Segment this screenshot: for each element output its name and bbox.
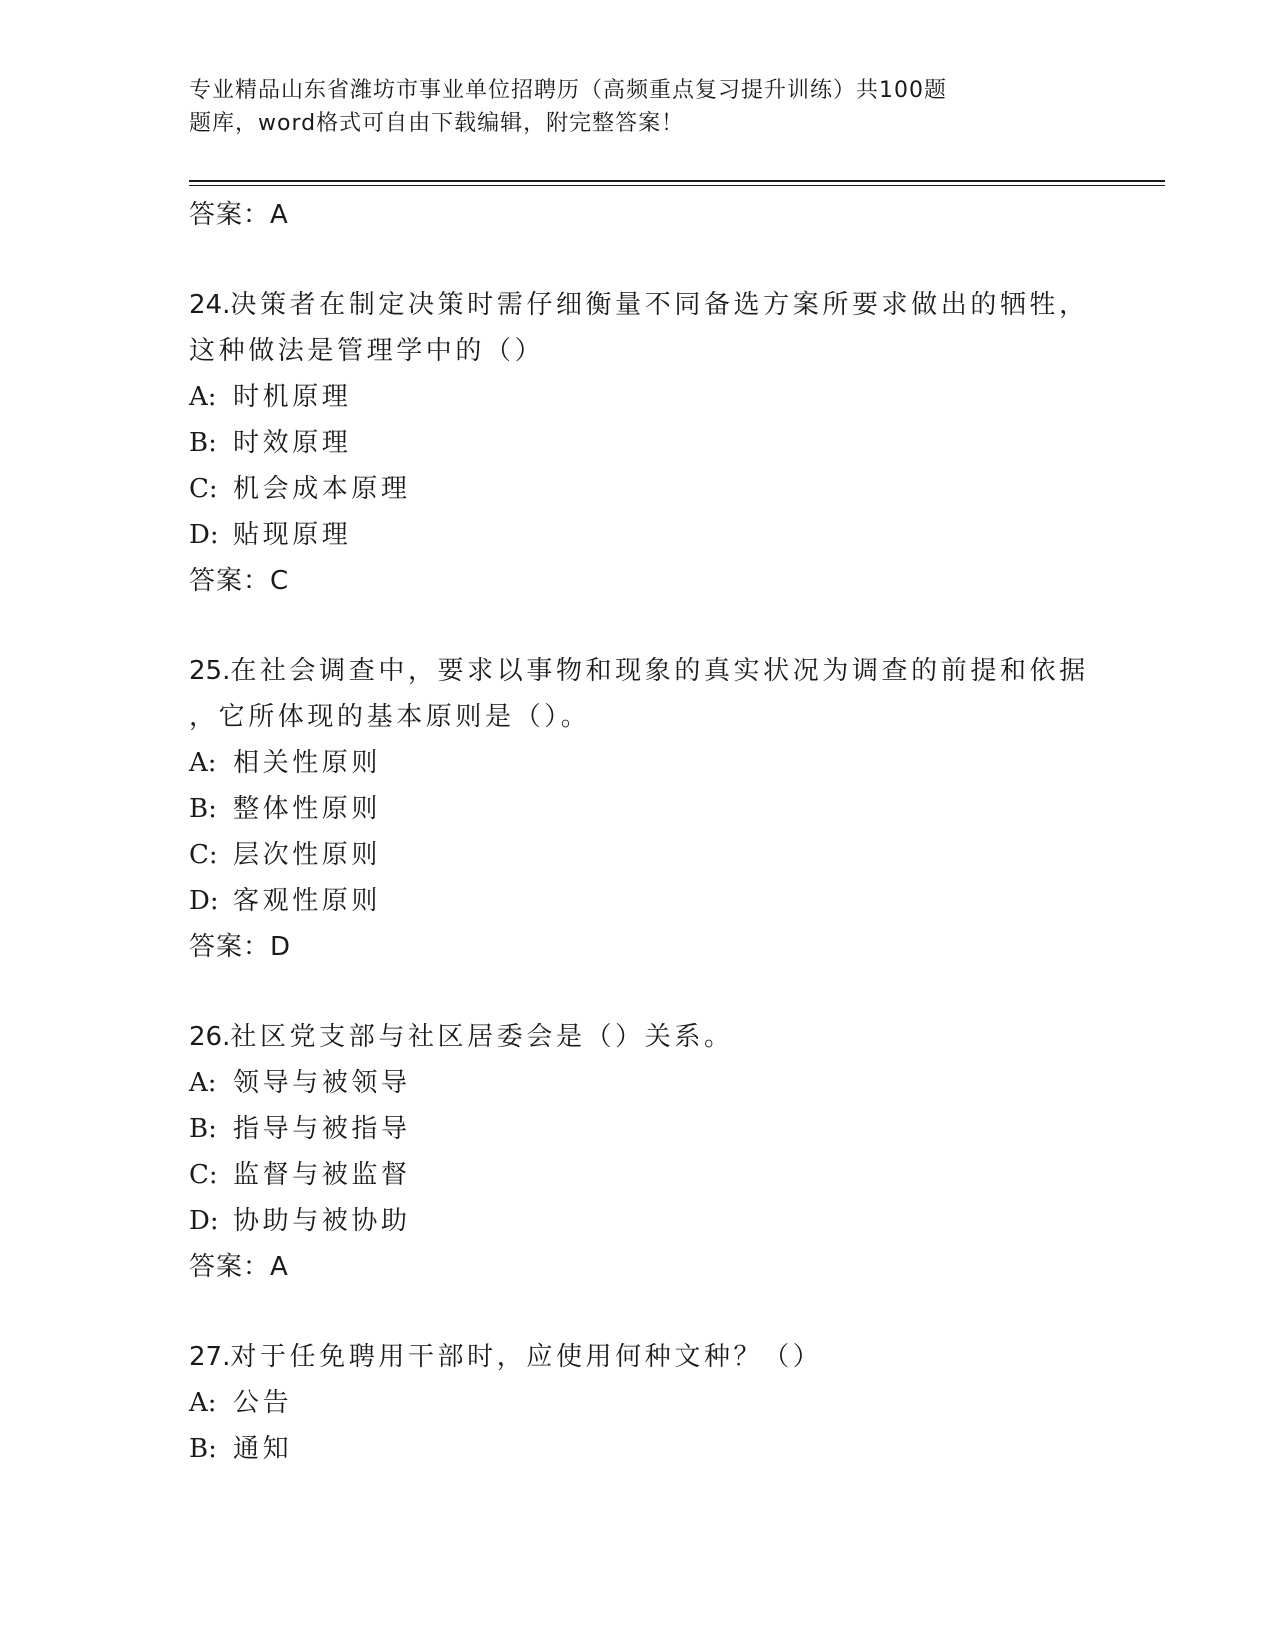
option-text: 领导与被领导: [233, 1068, 411, 1098]
option-key: B:: [189, 1434, 217, 1464]
header-line-1: 专业精品山东省潍坊市事业单位招聘历（高频重点复习提升训练）共100题: [189, 78, 947, 103]
answer-line: 答案：D: [189, 932, 292, 962]
option-text: 机会成本原理: [233, 474, 411, 504]
question-block-25: [189, 648, 1089, 970]
option-text: 指导与被指导: [233, 1114, 411, 1144]
option-a: [189, 374, 1089, 420]
option-d: [189, 1198, 1089, 1244]
option-d: [189, 512, 1089, 558]
option-c: [189, 832, 1089, 878]
header-line-2: 题库，word格式可自由下载编辑，附完整答案！: [189, 111, 685, 136]
option-key: A:: [189, 1068, 217, 1098]
answer-line: 答案：A: [189, 1252, 289, 1282]
option-key: C:: [189, 1160, 218, 1190]
option-text: 层次性原则: [233, 840, 382, 870]
option-text: 相关性原则: [233, 748, 382, 778]
header-divider: [189, 180, 1165, 186]
option-text: 公告: [233, 1388, 293, 1418]
question-block-27: [189, 1334, 1089, 1472]
option-text: 通知: [233, 1434, 293, 1464]
document-header: [189, 74, 1029, 140]
option-key: A:: [189, 1388, 217, 1418]
option-b: [189, 1426, 1089, 1472]
question-text-line-1: 社区党支部与社区居委会是（）关系。: [230, 1022, 734, 1052]
option-text: 协助与被协助: [233, 1206, 411, 1236]
option-a: [189, 1380, 1089, 1426]
option-key: D:: [189, 520, 219, 550]
option-a: [189, 740, 1089, 786]
option-key: D:: [189, 886, 219, 916]
option-c: [189, 466, 1089, 512]
option-a: [189, 1060, 1089, 1106]
option-key: D:: [189, 1206, 219, 1236]
question-number: 25.: [189, 656, 231, 686]
option-key: C:: [189, 840, 218, 870]
option-text: 时效原理: [233, 428, 352, 458]
option-b: [189, 1106, 1089, 1152]
option-text: 整体性原则: [233, 794, 382, 824]
question-block-26: [189, 1014, 1089, 1290]
question-text: [189, 648, 1089, 740]
option-c: [189, 1152, 1089, 1198]
option-b: [189, 420, 1089, 466]
question-number: 24.: [189, 290, 231, 320]
question-text-line-1: 对于任免聘用干部时，应使用何种文种？（）: [230, 1342, 823, 1372]
question-text-line-1: 决策者在制定决策时需仔细衡量不同备选方案所要求做出的牺牲，: [230, 290, 1089, 320]
option-b: [189, 786, 1089, 832]
document-body: [189, 192, 1089, 1472]
question-number: 27.: [189, 1342, 231, 1372]
option-text: 客观性原则: [233, 886, 382, 916]
option-text: 贴现原理: [233, 520, 352, 550]
question-text-line-2: ，它所体现的基本原则是（）。: [189, 702, 591, 732]
option-key: B:: [189, 428, 217, 458]
option-key: A:: [189, 382, 217, 412]
option-text: 监督与被监督: [233, 1160, 411, 1190]
question-text: [189, 1014, 1089, 1060]
question-text: [189, 282, 1089, 374]
option-key: B:: [189, 794, 217, 824]
question-text: [189, 1334, 1089, 1380]
option-key: B:: [189, 1114, 217, 1144]
question-number: 26.: [189, 1022, 231, 1052]
question-text-line-2: 这种做法是管理学中的（）: [189, 336, 545, 366]
question-block-24: [189, 282, 1089, 604]
question-text-line-1: 在社会调查中，要求以事物和现象的真实状况为调查的前提和依据: [230, 656, 1089, 686]
option-key: A:: [189, 748, 217, 778]
option-text: 时机原理: [233, 382, 352, 412]
answer-line: 答案：C: [189, 566, 290, 596]
previous-answer: 答案：A: [189, 200, 289, 230]
option-d: [189, 878, 1089, 924]
option-key: C:: [189, 474, 218, 504]
